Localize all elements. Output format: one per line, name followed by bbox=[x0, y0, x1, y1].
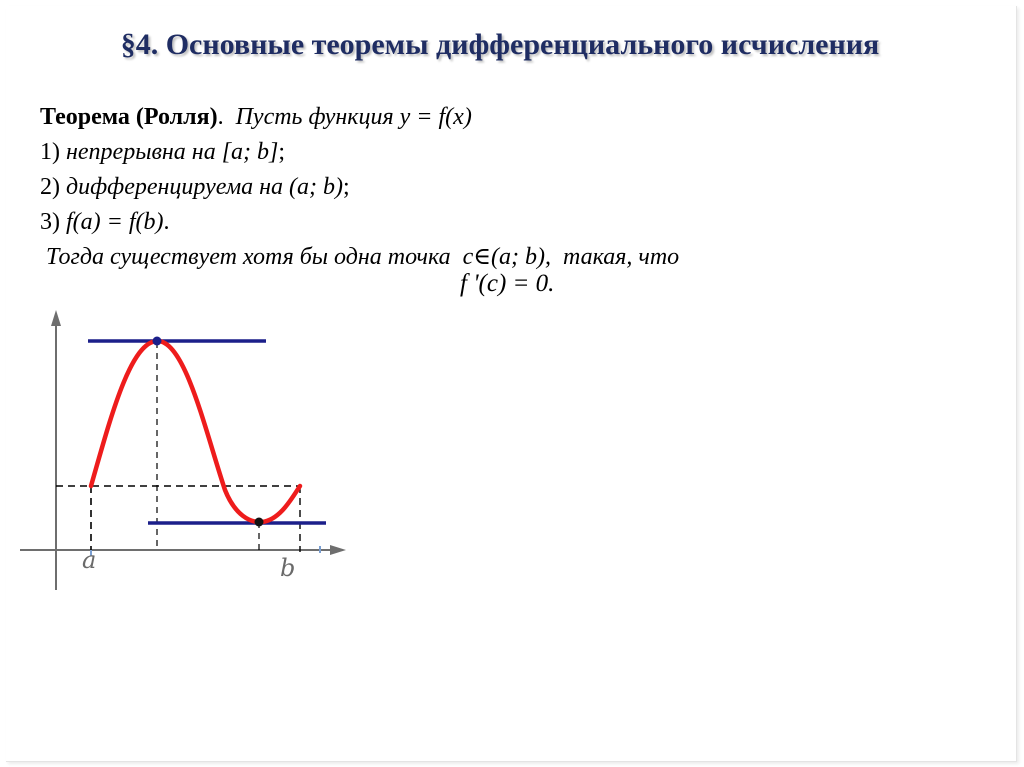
condition-number: 2) bbox=[40, 174, 60, 200]
label-a: a bbox=[82, 546, 97, 574]
min-point bbox=[255, 518, 264, 527]
condition-end: . bbox=[163, 209, 170, 235]
label-b: b bbox=[280, 554, 296, 582]
function-expression: y = f(x) bbox=[399, 104, 472, 130]
function-curve bbox=[91, 341, 300, 522]
derivative-formula: f '(c) = 0. bbox=[460, 270, 555, 297]
x-axis-arrow bbox=[330, 545, 346, 555]
condition-end: ; bbox=[343, 174, 350, 200]
condition-text: непрерывна на bbox=[66, 139, 216, 165]
theorem-heading: Теорема (Ролля) bbox=[40, 104, 218, 130]
condition-text: дифференцируема на bbox=[66, 174, 284, 200]
condition-expression: f(a) = f(b) bbox=[66, 209, 164, 235]
condition-end: ; bbox=[278, 139, 286, 165]
conclusion-point: c∈(a; b), bbox=[462, 244, 551, 270]
slide-title: §4. Основные теоремы дифференциального исчисления bbox=[120, 28, 880, 61]
theorem-heading-punct: . bbox=[217, 104, 224, 130]
condition-number: 3) bbox=[40, 209, 60, 235]
conclusion-suffix: такая, что bbox=[562, 244, 680, 270]
condition-interval: [a; b] bbox=[221, 139, 279, 165]
theorem-intro: Пусть функция bbox=[235, 104, 394, 130]
conclusion-text: Тогда существует хотя бы одна точка bbox=[46, 244, 451, 270]
condition-number: 1) bbox=[40, 139, 60, 165]
y-axis-arrow bbox=[51, 310, 61, 326]
max-point bbox=[153, 337, 162, 346]
condition-interval: (a; b) bbox=[289, 174, 344, 200]
